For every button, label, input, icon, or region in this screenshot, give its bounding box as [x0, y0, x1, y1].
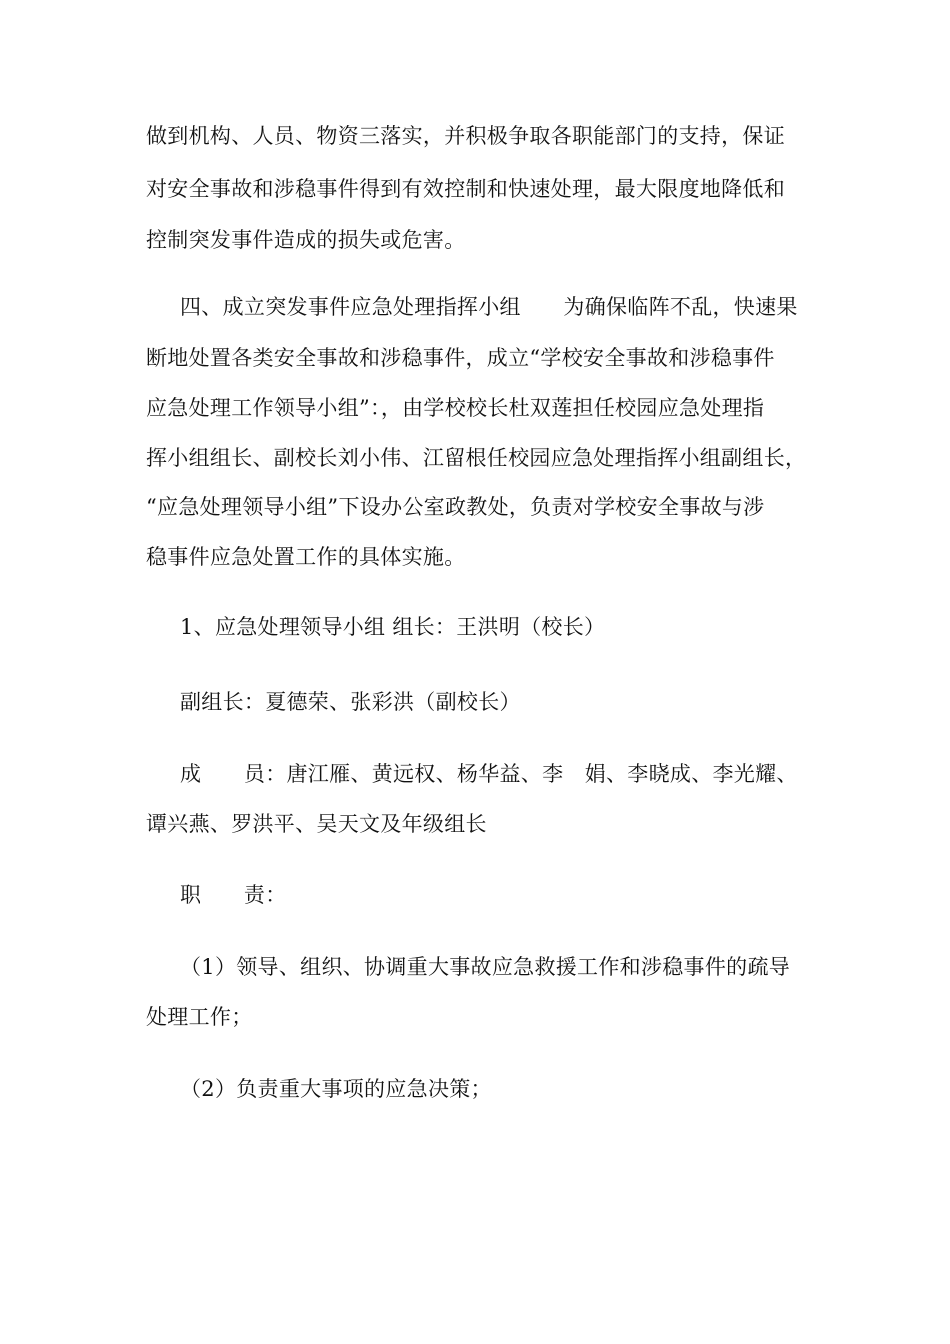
duty-1-line-1: （1）领导、组织、协调重大事故应急救援工作和涉稳事件的疏导	[180, 955, 791, 979]
paragraph-2-line-3: 应急处理工作领导小组”：，由学校校长杜双莲担任校园应急处理指	[146, 396, 765, 420]
duty-2-line: （2）负责重大事项的应急决策；	[180, 1077, 492, 1101]
paragraph-2-line-2: 断地处置各类安全事故和涉稳事件，成立“学校安全事故和涉稳事件	[146, 346, 775, 370]
paragraph-1-line-2: 对安全事故和涉稳事件得到有效控制和快速处理，最大限度地降低和	[146, 177, 785, 201]
paragraph-1-line-3: 控制突发事件造成的损失或危害。	[146, 228, 466, 252]
paragraph-2-line-1: 四、成立突发事件应急处理指挥小组 为确保临阵不乱，快速果	[180, 295, 798, 319]
paragraph-2-line-6: 稳事件应急处置工作的具体实施。	[146, 545, 466, 569]
members-line-2: 谭兴燕、罗洪平、吴天文及年级组长	[146, 812, 487, 836]
paragraph-2-line-4: 挥小组组长、副校长刘小伟、江留根任校园应急处理指挥小组副组长，	[146, 446, 807, 470]
paragraph-1-line-1: 做到机构、人员、物资三落实，并积极争取各职能部门的支持，保证	[146, 124, 785, 148]
duties-heading: 职 责：	[180, 883, 287, 907]
members-line-1: 成 员：唐江雁、黄远权、杨华益、李 娟、李晓成、李光耀、	[180, 762, 798, 786]
leader-line: 1、应急处理领导小组 组长：王洪明（校长）	[180, 615, 606, 639]
paragraph-2-line-5: “应急处理领导小组”下设办公室政教处，负责对学校安全事故与涉	[146, 495, 765, 519]
deputy-leader-line: 副组长：夏德荣、张彩洪（副校长）	[180, 690, 521, 714]
duty-1-line-2: 处理工作；	[146, 1005, 253, 1029]
